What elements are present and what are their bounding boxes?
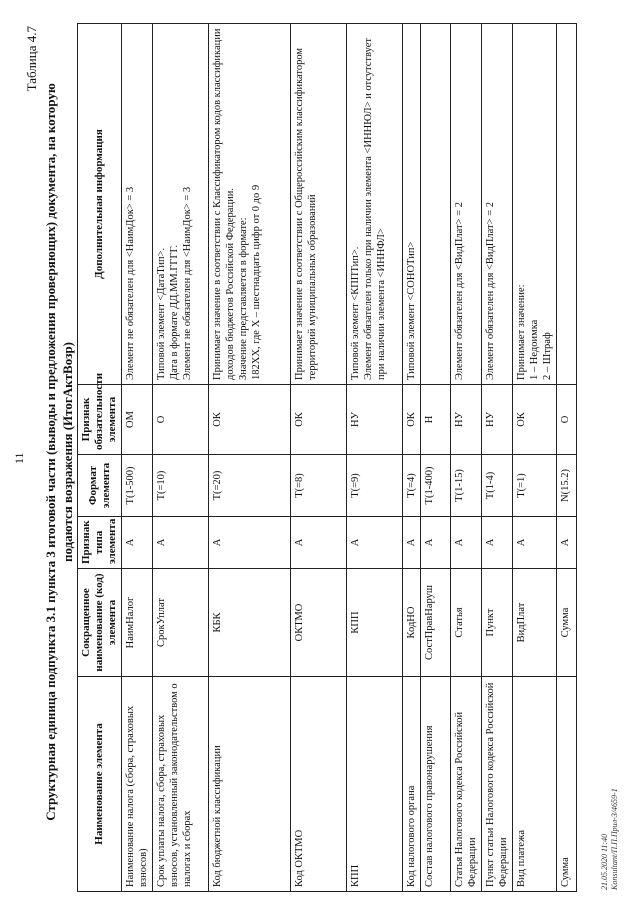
- cell-element-code: КПП: [347, 569, 403, 677]
- page-number: 11: [12, 452, 26, 464]
- cell-element-name: Сумма: [557, 677, 577, 892]
- cell-element-name: Код налогового органа: [403, 677, 421, 892]
- table-label: Таблица 4.7: [24, 26, 39, 92]
- cell-element-type: А: [421, 517, 451, 569]
- header-element-name: Наименование элемента: [78, 677, 122, 892]
- header-element-format: Формат элемента: [78, 455, 122, 517]
- cell-element-code: НаимНалог: [122, 569, 153, 677]
- cell-additional-info: Типовой элемент <ДатаТип>. Дата в формате ДД.ММ.ГГГГ. Элемент не обязателен для <НаимДок> = 3: [153, 24, 209, 385]
- cell-element-code: КодНО: [403, 569, 421, 677]
- cell-element-type: А: [403, 517, 421, 569]
- cell-element-format: T(=4): [403, 455, 421, 517]
- cell-element-name: Наименование налога (сбора, страховых взносов): [122, 677, 153, 892]
- cell-element-type: А: [291, 517, 347, 569]
- cell-element-name: КПП: [347, 677, 403, 892]
- cell-element-format: T(1-15): [451, 455, 482, 517]
- cell-element-name: Состав налогового правонарушения: [421, 677, 451, 892]
- cell-element-code: СостПравНаруш: [421, 569, 451, 677]
- footer-stamp: [600, 788, 620, 890]
- cell-element-required: НУ: [451, 385, 482, 455]
- cell-element-type: А: [513, 517, 557, 569]
- cell-additional-info: [421, 24, 451, 385]
- table-title: [42, 40, 76, 864]
- cell-element-format: T(=1): [513, 455, 557, 517]
- cell-element-required: ОК: [403, 385, 421, 455]
- cell-element-name: Статья Налогового кодекса Российской Федерации: [451, 677, 482, 892]
- table-row: [403, 24, 421, 892]
- cell-element-required: Н: [421, 385, 451, 455]
- cell-element-type: А: [153, 517, 209, 569]
- header-element-required: Признак обязательности элемента: [78, 385, 122, 455]
- cell-element-type: А: [451, 517, 482, 569]
- header-additional-info: Дополнительная информация: [78, 24, 122, 385]
- cell-additional-info: Типовой элемент <КППТип>. Элемент обязателен только при наличии элемента <ИННЮЛ> и отсутствует при наличии элемента <ИННФЛ>: [347, 24, 403, 385]
- cell-element-format: T(=9): [347, 455, 403, 517]
- cell-element-required: ОК: [291, 385, 347, 455]
- cell-element-required: НУ: [347, 385, 403, 455]
- table-row: [122, 24, 153, 892]
- cell-element-code: Статья: [451, 569, 482, 677]
- table-row: [421, 24, 451, 892]
- cell-element-format: T(1-500): [122, 455, 153, 517]
- cell-additional-info: Принимает значение: 1 – Недоимка 2 – Штраф: [513, 24, 557, 385]
- cell-additional-info: Элемент обязателен для <ВидПлат> = 2: [451, 24, 482, 385]
- header-element-code: Сокращенное наименование (код) элемента: [78, 569, 122, 677]
- table-row: [557, 24, 577, 892]
- cell-additional-info: Элемент не обязателен для <НаимДок> = 3: [122, 24, 153, 385]
- cell-element-name: Пункт статьи Налогового кодекса Российской Федерации: [482, 677, 513, 892]
- cell-element-code: Пункт: [482, 569, 513, 677]
- cell-element-required: О: [153, 385, 209, 455]
- cell-element-name: Срок уплаты налога, сбора, страховых взносов, установленный законодательством о налогах и сборах: [153, 677, 209, 892]
- header-element-type: Признак типа элемента: [78, 517, 122, 569]
- cell-element-type: А: [209, 517, 291, 569]
- cell-element-required: ОК: [209, 385, 291, 455]
- cell-element-required: ОМ: [122, 385, 153, 455]
- table-row: [153, 24, 209, 892]
- footer-ref: Konsultant/П.П.Прил-3/4659-1: [610, 788, 619, 890]
- cell-additional-info: [557, 24, 577, 385]
- cell-element-code: КБК: [209, 569, 291, 677]
- cell-additional-info: Принимает значение в соответствии с Классификатором кодов классификации доходов бюджетов Российской Федерации. Значение представляется в формате: 182ХХ, где Х – шестнадцать цифр от 0 до 9: [209, 24, 291, 385]
- cell-element-code: ОКТМО: [291, 569, 347, 677]
- cell-element-code: СрокУплат: [153, 569, 209, 677]
- structure-table: [77, 23, 577, 892]
- cell-additional-info: Принимает значение в соответствии с Общероссийским классификатором территорий муниципальных образований: [291, 24, 347, 385]
- cell-element-type: А: [347, 517, 403, 569]
- table-row: [513, 24, 557, 892]
- cell-element-type: А: [557, 517, 577, 569]
- cell-element-format: T(=20): [209, 455, 291, 517]
- cell-additional-info: Типовой элемент <СОНОТип>: [403, 24, 421, 385]
- cell-element-name: Код ОКТМО: [291, 677, 347, 892]
- table-title-line-1: Структурная единица подпункта 3.1 пункта 3 итоговой части (выводы и предложения проверяющих) документа, на которую: [43, 83, 58, 821]
- cell-element-format: N(15.2): [557, 455, 577, 517]
- table-header-row: [78, 24, 122, 892]
- cell-element-code: Сумма: [557, 569, 577, 677]
- table-title-line-2: подаются возражения (ИтогАктВозр): [60, 342, 75, 563]
- cell-element-format: T(=8): [291, 455, 347, 517]
- cell-additional-info: Элемент обязателен для <ВидПлат> = 2: [482, 24, 513, 385]
- cell-element-name: Вид платежа: [513, 677, 557, 892]
- cell-element-code: ВидПлат: [513, 569, 557, 677]
- cell-element-required: ОК: [513, 385, 557, 455]
- table-row: [291, 24, 347, 892]
- table-row: [209, 24, 291, 892]
- cell-element-required: НУ: [482, 385, 513, 455]
- cell-element-type: А: [122, 517, 153, 569]
- table-row: [347, 24, 403, 892]
- cell-element-format: T(=10): [153, 455, 209, 517]
- cell-element-name: Код бюджетной классификации: [209, 677, 291, 892]
- table-row: [482, 24, 513, 892]
- cell-element-format: T(1-400): [421, 455, 451, 517]
- cell-element-required: О: [557, 385, 577, 455]
- footer-date: 21.05.2020 11:40: [600, 833, 609, 890]
- cell-element-type: А: [482, 517, 513, 569]
- cell-element-format: T(1-4): [482, 455, 513, 517]
- table-row: [451, 24, 482, 892]
